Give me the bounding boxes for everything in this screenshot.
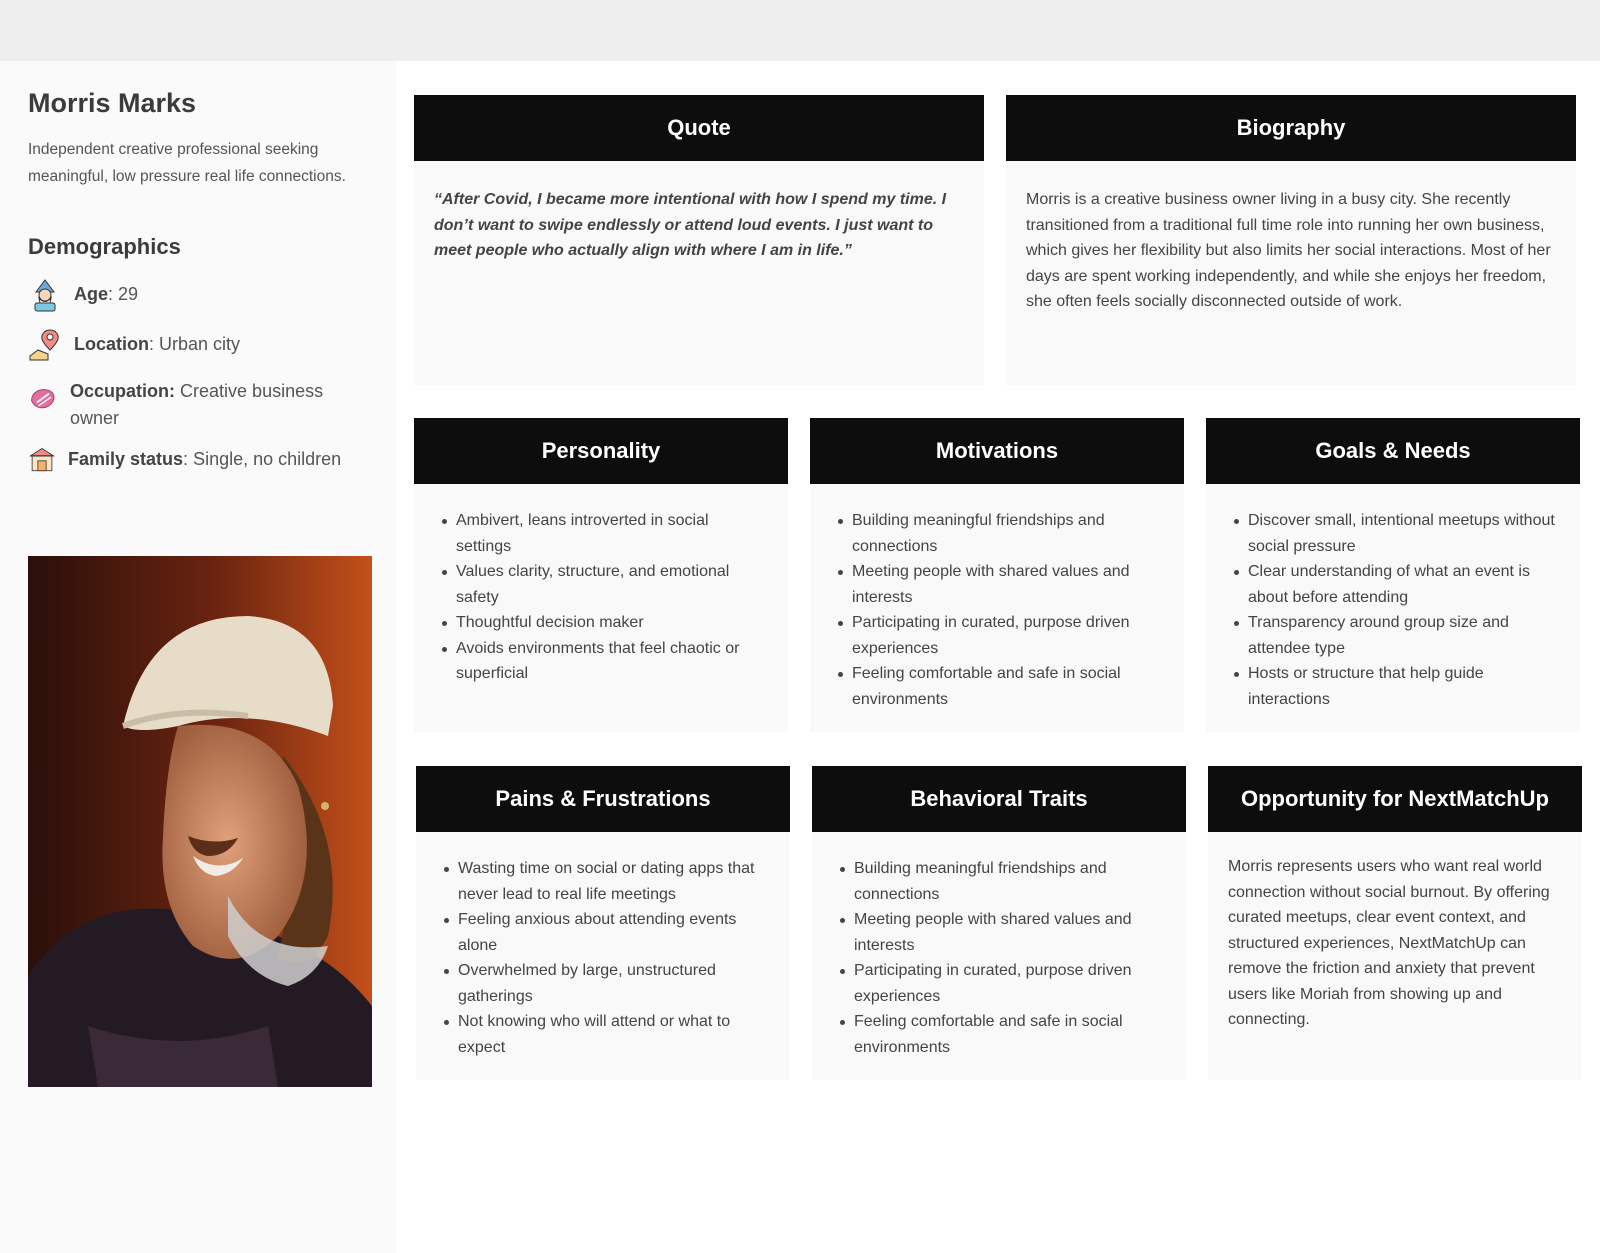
motivations-card-title: Motivations bbox=[810, 418, 1184, 484]
persona-tagline: Independent creative professional seeking meaningful, low pressure real life connections. bbox=[28, 141, 346, 185]
list-item: Avoids environments that feel chaotic or superficial bbox=[456, 636, 768, 687]
list-item: Transparency around group size and attendee type bbox=[1248, 610, 1560, 661]
biography-card bbox=[1006, 95, 1576, 385]
list-item: Participating in curated, purpose driven experiences bbox=[854, 958, 1166, 1009]
house-icon bbox=[28, 443, 56, 477]
motivations-card bbox=[810, 418, 1184, 732]
demographic-location bbox=[28, 331, 240, 362]
demographic-label: Family status bbox=[68, 449, 184, 469]
personality-card bbox=[414, 418, 788, 732]
goals-needs-card bbox=[1206, 418, 1580, 732]
quote-card-title: Quote bbox=[414, 95, 984, 161]
list-item: Feeling comfortable and safe in social environments bbox=[854, 1009, 1166, 1060]
behavioral-traits-card-title: Behavioral Traits bbox=[812, 766, 1186, 832]
list-item: Thoughtful decision maker bbox=[456, 610, 768, 636]
quote-card bbox=[414, 95, 984, 385]
list-item: Values clarity, structure, and emotional safety bbox=[456, 559, 768, 610]
demographic-value: Urban city bbox=[159, 334, 241, 354]
persona-photo bbox=[28, 556, 372, 1087]
goals-needs-card-title: Goals & Needs bbox=[1206, 418, 1580, 484]
opportunity-card bbox=[1208, 766, 1582, 1080]
demographic-value: 29 bbox=[118, 284, 139, 304]
demographic-separator: : bbox=[149, 334, 160, 354]
demographic-separator: : bbox=[108, 284, 119, 304]
demographic-separator: : bbox=[183, 449, 194, 469]
list-item: Participating in curated, purpose driven experiences bbox=[852, 610, 1164, 661]
demographic-occupation bbox=[28, 378, 368, 432]
biography-card-title: Biography bbox=[1006, 95, 1576, 161]
quote-text: “After Covid, I became more intentional with how I spend my time. I don’t want to swipe endlessly or attend loud events. I just want to meet people who actually align with where I am in life.” bbox=[434, 191, 947, 259]
pains-frustrations-list bbox=[436, 856, 770, 1060]
demographic-value: Creative business owner bbox=[70, 381, 324, 428]
opportunity-card-title: Opportunity for NextMatchUp bbox=[1208, 766, 1582, 832]
demographic-label: Location bbox=[74, 334, 149, 354]
location-pin-icon bbox=[28, 328, 62, 362]
opportunity-text: Morris represents users who want real world connection without social burnout. By offering curated meetups, clear event context, and structured experiences, NextMatchUp can remove the friction and anxiety that prevent users like Moriah from showing up and connecting. bbox=[1228, 858, 1550, 1028]
list-item: Overwhelmed by large, unstructured gatherings bbox=[458, 958, 770, 1009]
palette-icon bbox=[28, 381, 58, 415]
pains-frustrations-card bbox=[416, 766, 790, 1080]
list-item: Meeting people with shared values and interests bbox=[852, 559, 1164, 610]
personality-list bbox=[434, 508, 768, 687]
list-item: Clear understanding of what an event is about before attending bbox=[1248, 559, 1560, 610]
list-item: Feeling comfortable and safe in social environments bbox=[852, 661, 1164, 712]
pains-frustrations-card-title: Pains & Frustrations bbox=[416, 766, 790, 832]
persona-sidebar bbox=[0, 61, 396, 1253]
list-item: Ambivert, leans introverted in social settings bbox=[456, 508, 768, 559]
demographic-value: Single, no children bbox=[193, 449, 342, 469]
demographic-age bbox=[28, 281, 138, 312]
list-item: Hosts or structure that help guide interactions bbox=[1248, 661, 1560, 712]
top-strip bbox=[0, 0, 1600, 61]
list-item: Discover small, intentional meetups without social pressure bbox=[1248, 508, 1560, 559]
demographics-title: Demographics bbox=[28, 234, 181, 259]
personality-card-title: Personality bbox=[414, 418, 788, 484]
list-item: Meeting people with shared values and interests bbox=[854, 907, 1166, 958]
goals-needs-list bbox=[1226, 508, 1560, 712]
list-item: Building meaningful friendships and connections bbox=[852, 508, 1164, 559]
list-item: Building meaningful friendships and connections bbox=[854, 856, 1166, 907]
demographic-label: Occupation: bbox=[70, 381, 176, 401]
list-item: Wasting time on social or dating apps that never lead to real life meetings bbox=[458, 856, 770, 907]
behavioral-traits-card bbox=[812, 766, 1186, 1080]
list-item: Not knowing who will attend or what to expect bbox=[458, 1009, 770, 1060]
persona-name: Morris Marks bbox=[28, 88, 197, 118]
demographic-family-status bbox=[28, 446, 341, 477]
motivations-list bbox=[830, 508, 1164, 712]
list-item: Feeling anxious about attending events alone bbox=[458, 907, 770, 958]
behavioral-traits-list bbox=[832, 856, 1166, 1060]
demographic-label: Age bbox=[74, 284, 109, 304]
biography-text: Morris is a creative business owner living in a busy city. She recently transitioned from a traditional full time role into running her own business, which gives her flexibility but also limits her social interactions. Most of her days are spent working independently, and while she enjoys her freedom, she often feels socially disconnected outside of work. bbox=[1026, 191, 1551, 310]
person-icon bbox=[28, 278, 62, 312]
